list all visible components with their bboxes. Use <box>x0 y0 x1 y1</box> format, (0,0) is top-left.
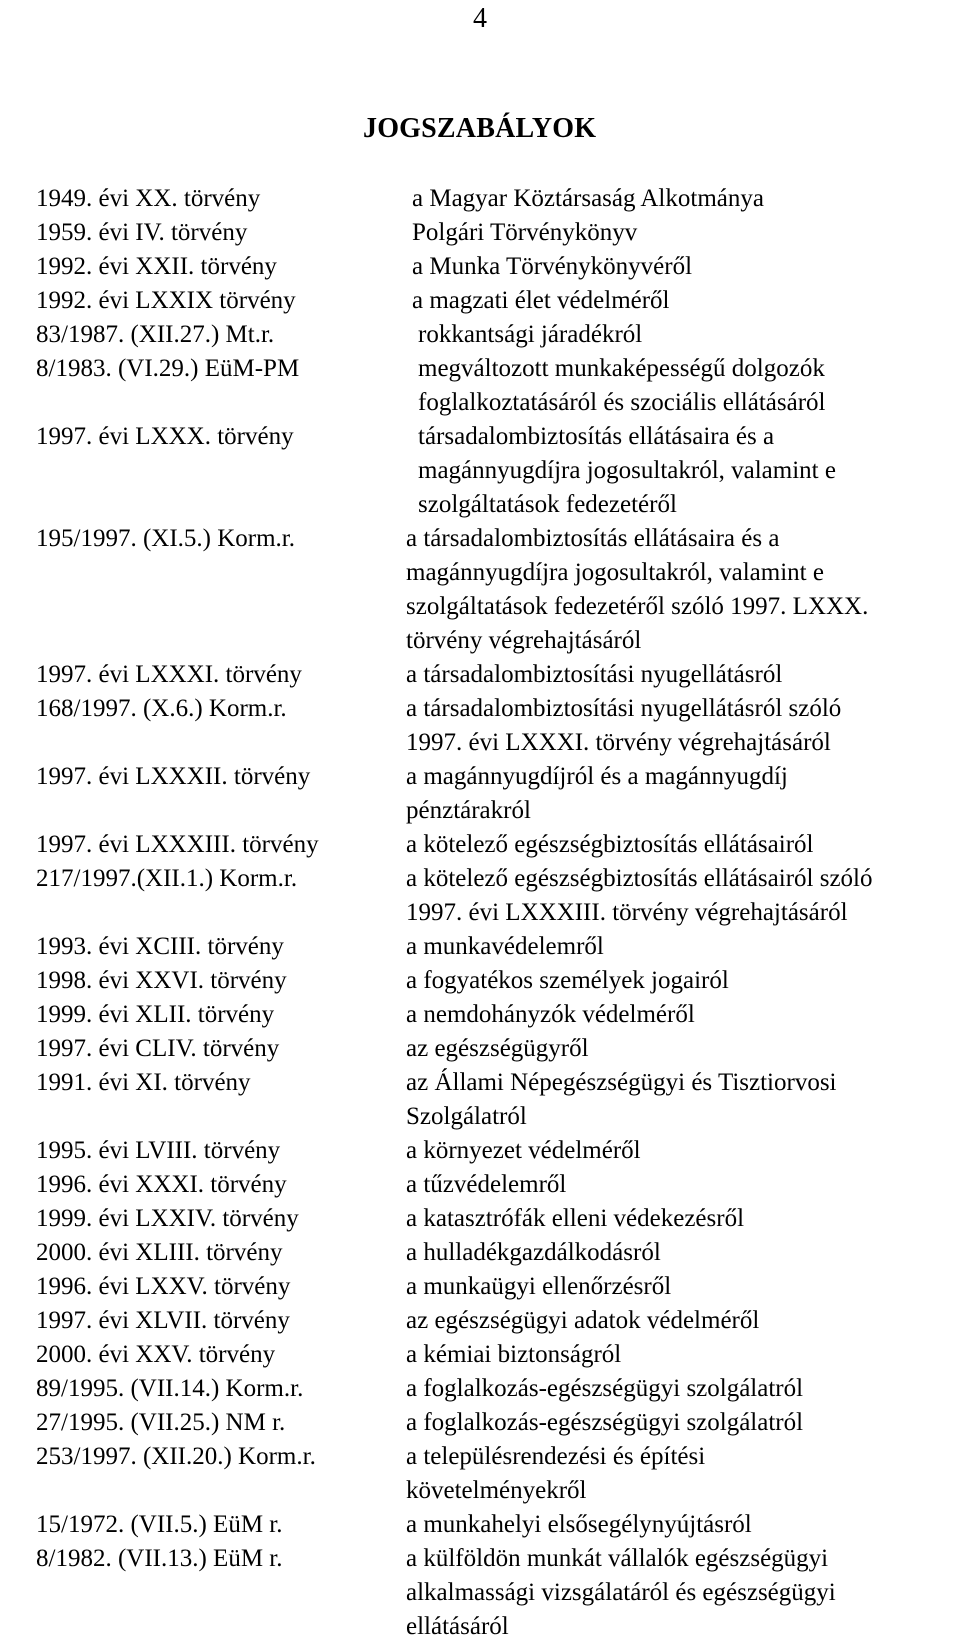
law-reference: 1992. évi XXII. törvény <box>36 253 277 280</box>
law-row <box>36 1168 946 1202</box>
law-description-line: az egészségügyi adatok védelméről <box>406 1307 760 1334</box>
law-description-line: magánnyugdíjra jogosultakról, valamint e <box>406 559 824 586</box>
law-reference: 1997. évi LXXXIII. törvény <box>36 831 319 858</box>
law-row <box>36 352 946 420</box>
law-description-line: a fogyatékos személyek jogairól <box>406 967 729 994</box>
law-reference: 1959. évi IV. törvény <box>36 219 248 246</box>
law-reference: 217/1997.(XII.1.) Korm.r. <box>36 865 298 892</box>
law-description <box>406 1372 936 1406</box>
law-description-line: a külföldön munkát vállalók egészségügyi <box>406 1545 829 1572</box>
law-description <box>406 1406 936 1440</box>
law-description <box>406 1168 936 1202</box>
law-description-line: megváltozott munkaképességű dolgozók <box>418 355 825 382</box>
law-description <box>406 658 936 692</box>
law-list <box>36 182 946 1644</box>
law-description-line: Szolgálatról <box>406 1103 527 1130</box>
law-row <box>36 692 946 760</box>
law-description <box>406 352 946 420</box>
law-row <box>36 216 946 250</box>
law-row <box>36 318 946 352</box>
page-title: JOGSZABÁLYOK <box>363 113 597 144</box>
law-description-line: a munkahelyi elsősegélynyújtásról <box>406 1511 752 1538</box>
law-description <box>406 692 936 760</box>
law-row <box>36 964 946 998</box>
law-row <box>36 1270 946 1304</box>
law-description-line: a nemdohányzók védelméről <box>406 1001 695 1028</box>
law-description-line: a tűzvédelemről <box>406 1171 567 1198</box>
law-description <box>406 522 936 658</box>
law-description <box>406 1270 936 1304</box>
law-description <box>406 760 936 828</box>
law-description-line: a környezet védelméről <box>406 1137 641 1164</box>
law-description <box>406 420 946 522</box>
law-description <box>406 1440 936 1508</box>
law-description-line: a foglalkozás-egészségügyi szolgálatról <box>406 1409 804 1436</box>
law-description-line: a kötelező egészségbiztosítás ellátásairól <box>406 831 814 858</box>
law-reference: 8/1982. (VII.13.) EüM r. <box>36 1545 283 1572</box>
law-description-line: az egészségügyről <box>406 1035 589 1062</box>
law-reference: 1993. évi XCIII. törvény <box>36 933 284 960</box>
page-number: 4 <box>473 3 487 34</box>
law-row <box>36 1066 946 1134</box>
law-description-line: szolgáltatások fedezetéről szóló 1997. LXXX. <box>406 593 869 620</box>
law-row <box>36 1372 946 1406</box>
law-reference: 195/1997. (XI.5.) Korm.r. <box>36 525 295 552</box>
law-description-line: 1997. évi LXXXIII. törvény végrehajtásáról <box>406 899 848 926</box>
law-row <box>36 1236 946 1270</box>
law-row <box>36 1406 946 1440</box>
law-description-line: Polgári Törvénykönyv <box>412 219 638 246</box>
law-description <box>406 284 942 318</box>
law-row <box>36 862 946 930</box>
law-row <box>36 1440 946 1508</box>
law-description <box>406 964 936 998</box>
law-description <box>406 1202 936 1236</box>
law-row <box>36 420 946 522</box>
law-reference: 2000. évi XXV. törvény <box>36 1341 276 1368</box>
law-description <box>406 1134 936 1168</box>
law-reference: 1999. évi LXXIV. törvény <box>36 1205 299 1232</box>
law-description-line: a magzati élet védelméről <box>412 287 670 314</box>
law-row <box>36 1134 946 1168</box>
law-description-line: a Magyar Köztársaság Alkotmánya <box>412 185 764 212</box>
law-reference: 1949. évi XX. törvény <box>36 185 261 212</box>
law-description-line: a Munka Törvénykönyvéről <box>412 253 693 280</box>
law-description-line: törvény végrehajtásáról <box>406 627 642 654</box>
law-description <box>406 998 936 1032</box>
law-description-line: a társadalombiztosítás ellátásaira és a <box>406 525 780 552</box>
law-description-line: magánnyugdíjra jogosultakról, valamint e <box>418 457 836 484</box>
law-description-line: szolgáltatások fedezetéről <box>418 491 677 518</box>
law-description-line: a magánnyugdíjról és a magánnyugdíj <box>406 763 788 790</box>
law-row <box>36 1202 946 1236</box>
law-reference: 1992. évi LXXIX törvény <box>36 287 296 314</box>
law-description-line: társadalombiztosítás ellátásaira és a <box>418 423 775 450</box>
law-description-line: a kötelező egészségbiztosítás ellátásairól szóló <box>406 865 873 892</box>
law-description <box>406 862 936 930</box>
law-reference: 1996. évi XXXI. törvény <box>36 1171 287 1198</box>
law-description-line: a hulladékgazdálkodásról <box>406 1239 661 1266</box>
law-description <box>406 1304 936 1338</box>
law-description <box>406 1542 936 1644</box>
law-description-line: a munkaügyi ellenőrzésről <box>406 1273 672 1300</box>
law-row <box>36 284 946 318</box>
law-description <box>406 216 942 250</box>
law-reference: 1998. évi XXVI. törvény <box>36 967 287 994</box>
law-reference: 1997. évi LXXXI. törvény <box>36 661 302 688</box>
law-row <box>36 828 946 862</box>
law-reference: 168/1997. (X.6.) Korm.r. <box>36 695 287 722</box>
law-description <box>406 318 946 352</box>
law-description-line: a kémiai biztonságról <box>406 1341 622 1368</box>
law-description-line: rokkantsági járadékról <box>418 321 643 348</box>
law-reference: 8/1983. (VI.29.) EüM-PM <box>36 355 300 382</box>
law-description-line: ellátásáról <box>406 1613 509 1640</box>
law-description <box>406 1066 936 1134</box>
law-row <box>36 658 946 692</box>
law-reference: 15/1972. (VII.5.) EüM r. <box>36 1511 283 1538</box>
law-row <box>36 760 946 828</box>
law-description <box>406 1338 936 1372</box>
law-row <box>36 1304 946 1338</box>
law-description <box>406 930 936 964</box>
law-reference: 2000. évi XLIII. törvény <box>36 1239 283 1266</box>
law-description-line: a katasztrófák elleni védekezésről <box>406 1205 745 1232</box>
law-description <box>406 1508 936 1542</box>
law-reference: 27/1995. (VII.25.) NM r. <box>36 1409 286 1436</box>
law-description-line: a foglalkozás-egészségügyi szolgálatról <box>406 1375 804 1402</box>
law-reference: 83/1987. (XII.27.) Mt.r. <box>36 321 275 348</box>
law-reference: 1997. évi LXXXII. törvény <box>36 763 311 790</box>
law-row <box>36 1338 946 1372</box>
law-reference: 1997. évi LXXX. törvény <box>36 423 294 450</box>
law-row <box>36 1032 946 1066</box>
law-reference: 1999. évi XLII. törvény <box>36 1001 275 1028</box>
law-description-line: pénztárakról <box>406 797 531 824</box>
law-row <box>36 1542 946 1644</box>
law-description-line: alkalmassági vizsgálatáról és egészségügyi <box>406 1579 836 1606</box>
law-description <box>406 1236 936 1270</box>
law-description-line: a településrendezési és építési <box>406 1443 706 1470</box>
law-row <box>36 250 946 284</box>
law-description <box>406 250 942 284</box>
law-description-line: a társadalombiztosítási nyugellátásról <box>406 661 783 688</box>
law-reference: 1997. évi XLVII. törvény <box>36 1307 290 1334</box>
law-reference: 1997. évi CLIV. törvény <box>36 1035 280 1062</box>
law-row <box>36 998 946 1032</box>
law-reference: 253/1997. (XII.20.) Korm.r. <box>36 1443 316 1470</box>
law-row <box>36 182 946 216</box>
law-description-line: a társadalombiztosítási nyugellátásról szóló <box>406 695 842 722</box>
law-description-line: 1997. évi LXXXI. törvény végrehajtásáról <box>406 729 831 756</box>
law-description <box>406 182 942 216</box>
law-reference: 89/1995. (VII.14.) Korm.r. <box>36 1375 304 1402</box>
law-description-line: követelményekről <box>406 1477 587 1504</box>
law-description-line: a munkavédelemről <box>406 933 604 960</box>
law-description-line: foglalkoztatásáról és szociális ellátásáról <box>418 389 826 416</box>
law-row <box>36 1508 946 1542</box>
law-row <box>36 930 946 964</box>
law-reference: 1996. évi LXXV. törvény <box>36 1273 291 1300</box>
law-description <box>406 1032 936 1066</box>
law-reference: 1995. évi LVIII. törvény <box>36 1137 281 1164</box>
law-row <box>36 522 946 658</box>
law-reference: 1991. évi XI. törvény <box>36 1069 251 1096</box>
law-description-line: az Állami Népegészségügyi és Tisztiorvosi <box>406 1069 837 1096</box>
law-description <box>406 828 936 862</box>
